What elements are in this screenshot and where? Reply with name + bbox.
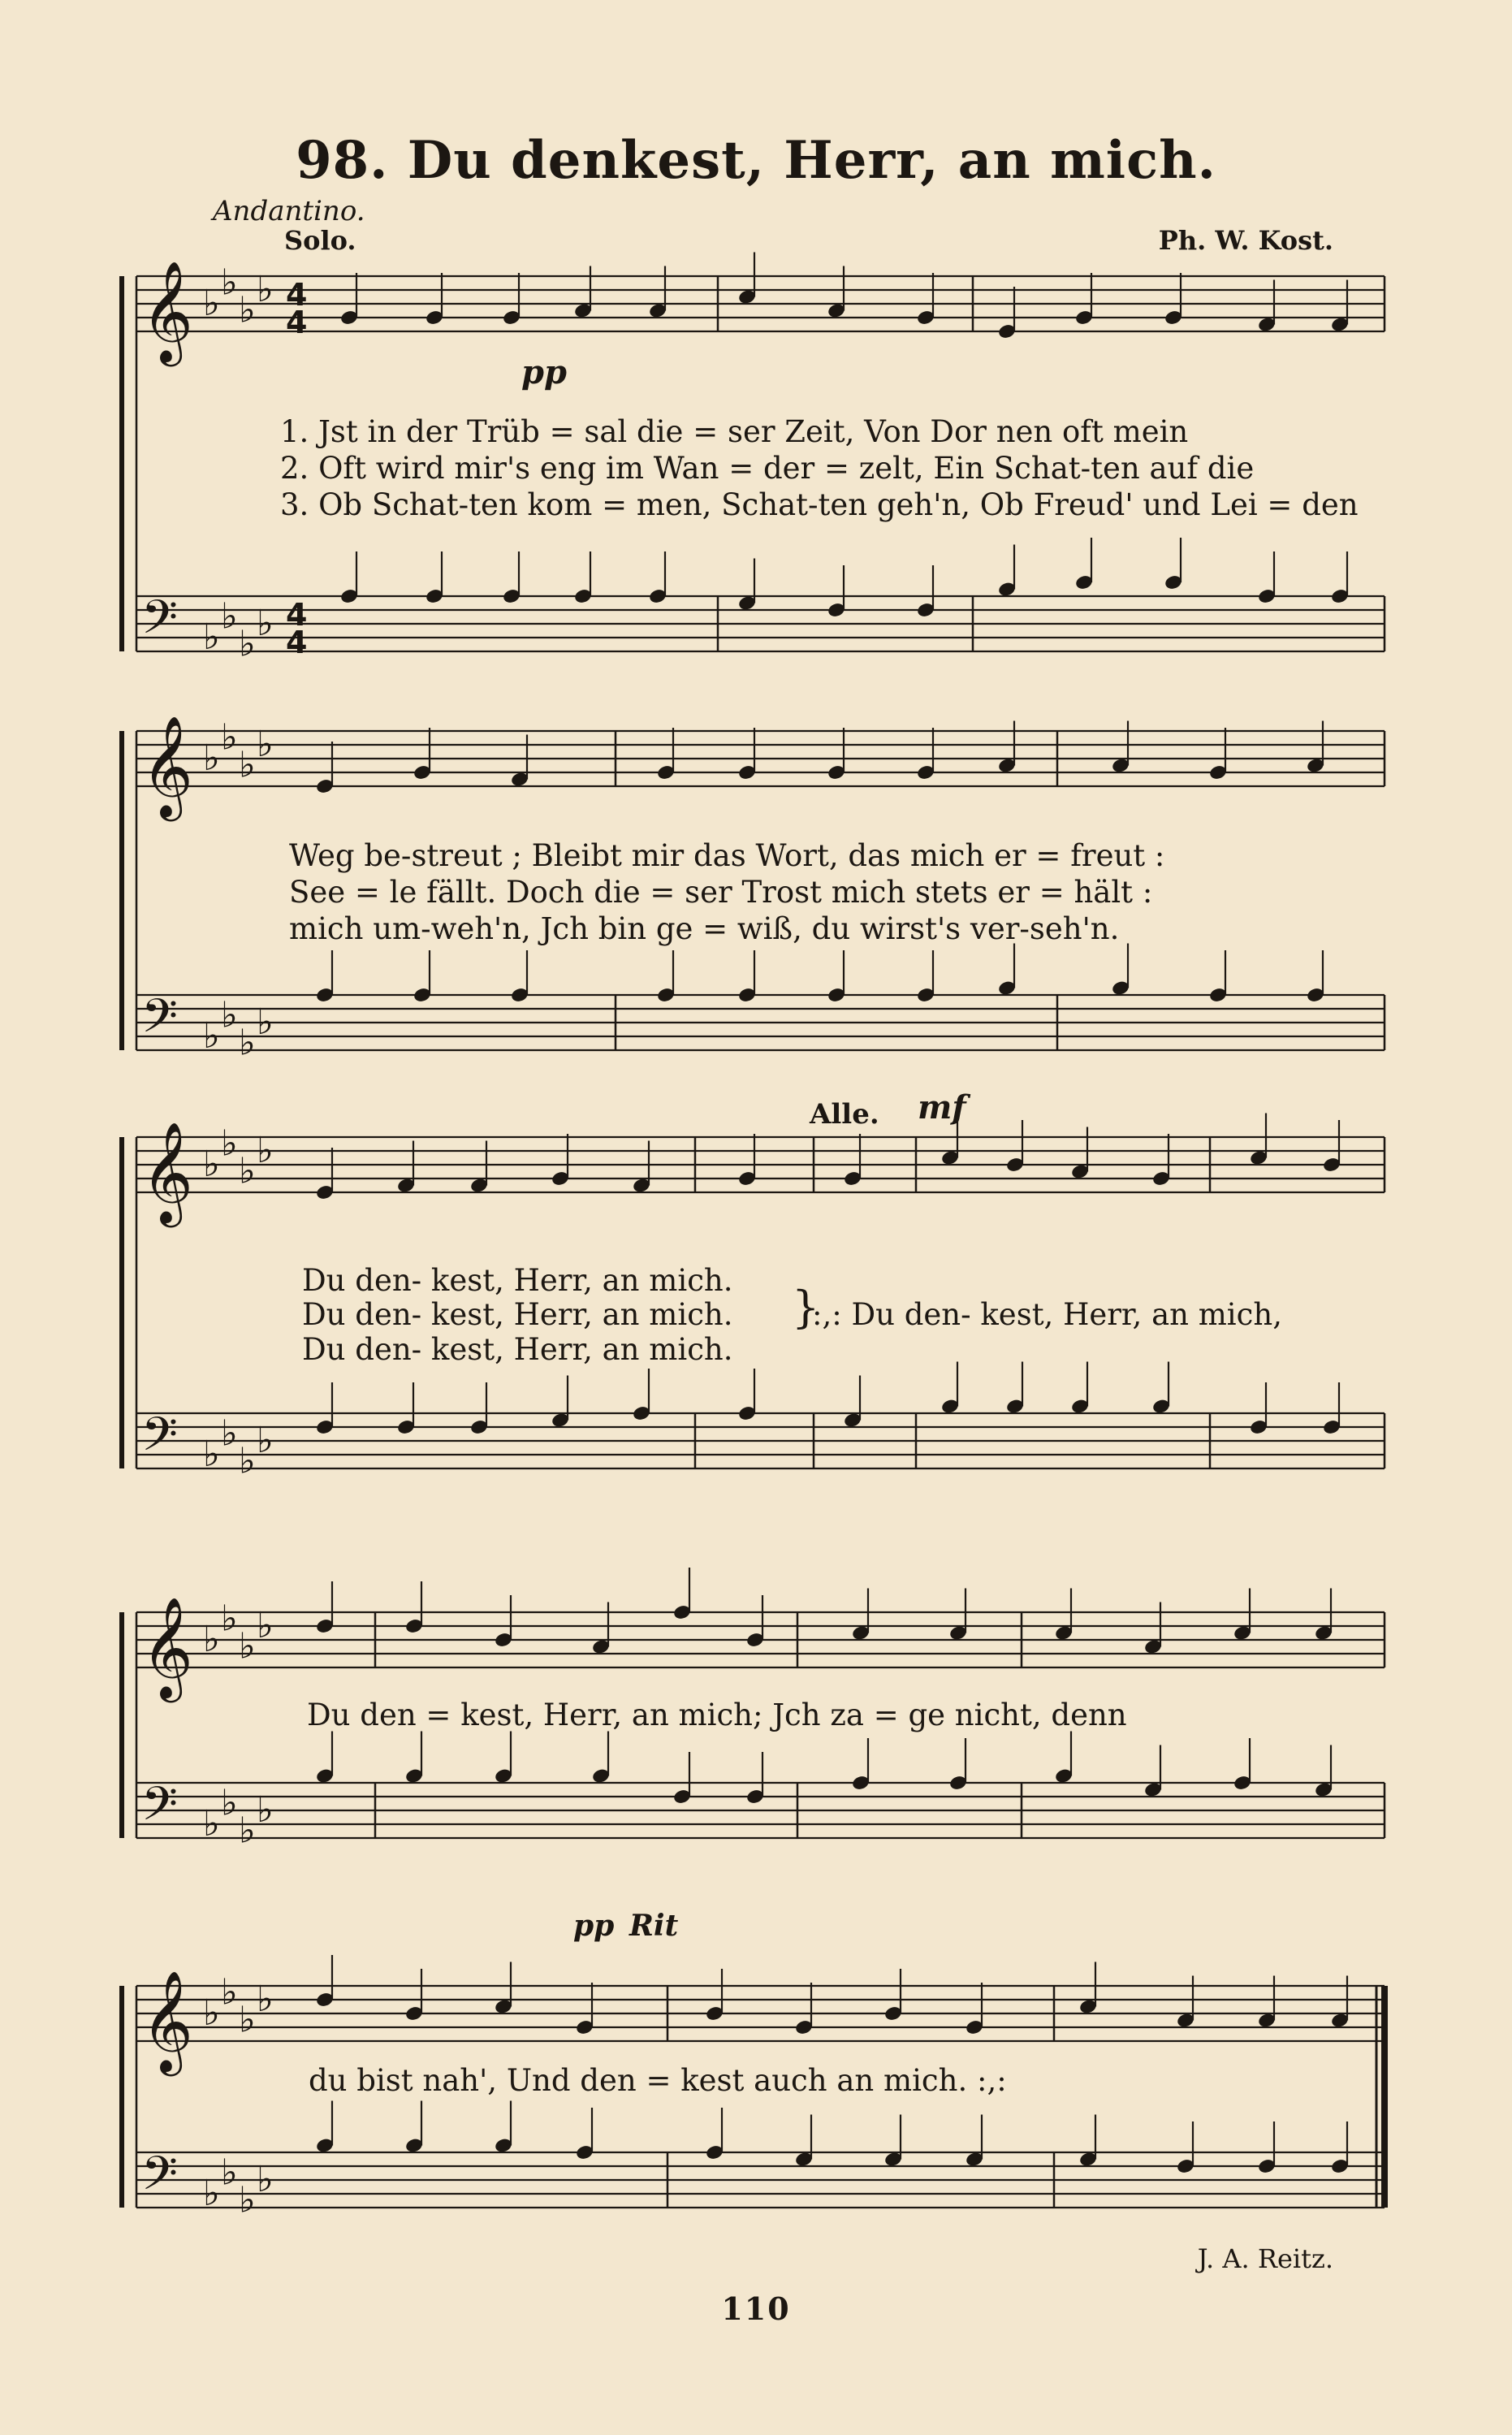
flat-sign-icon: ♭ xyxy=(257,603,274,644)
hymn-title: 98. Du denkest, Herr, an mich. xyxy=(296,130,1216,191)
alle-label: Alle. xyxy=(810,1098,879,1131)
bass-clef-icon: 𝄢 xyxy=(141,590,179,656)
flat-sign-icon: ♭ xyxy=(257,1789,274,1831)
flat-sign-icon: ♭ xyxy=(239,2179,256,2221)
lyric-line-5: du bist nah', Und den = kest auch an mich. :,: xyxy=(309,2063,1007,2098)
lyric-line-1-2: 2. Oft wird mir's eng im Wan = der = zelt, Ein Schat-ten auf die xyxy=(280,451,1255,486)
flat-sign-icon: ♭ xyxy=(221,1971,238,2013)
bass-clef-icon: 𝄢 xyxy=(141,2146,179,2212)
flat-sign-icon: ♭ xyxy=(257,1001,274,1043)
flat-sign-icon: ♭ xyxy=(203,1434,220,1475)
lyric-line-3-1: Du den- kest, Herr, an mich. xyxy=(302,1263,733,1298)
flat-sign-icon: ♭ xyxy=(257,724,274,765)
dynamic-pp-1: pp xyxy=(521,353,567,391)
flat-sign-icon: ♭ xyxy=(239,744,256,786)
flat-sign-icon: ♭ xyxy=(221,1598,238,1640)
flat-sign-icon: ♭ xyxy=(239,289,256,331)
lyric-line-1-1: 1. Jst in der Trüb = sal die = ser Zeit, Von Dor nen oft mein xyxy=(280,414,1189,449)
time-signature-digit: 4 xyxy=(286,305,308,340)
treble-clef-icon: 𝄞 xyxy=(141,1970,193,2072)
lyric-line-3-3: Du den- kest, Herr, an mich. xyxy=(302,1332,733,1367)
lyric-line-3-2: Du den- kest, Herr, an mich. xyxy=(302,1297,733,1332)
treble-clef-icon: 𝄞 xyxy=(141,1597,193,1698)
flat-sign-icon: ♭ xyxy=(257,1605,274,1646)
flat-sign-icon: ♭ xyxy=(203,737,220,779)
page-number: 110 xyxy=(721,2290,791,2327)
flat-sign-icon: ♭ xyxy=(221,1122,238,1165)
composer-credit: Ph. W. Kost. xyxy=(1158,225,1333,256)
flat-sign-icon: ♭ xyxy=(203,1803,220,1845)
flat-sign-icon: ♭ xyxy=(203,283,220,324)
lyric-line-4: Du den = kest, Herr, an mich; Jch za = ge nicht, denn xyxy=(307,1698,1127,1732)
flat-sign-icon: ♭ xyxy=(203,1992,220,2034)
flat-sign-icon: ♭ xyxy=(239,1440,256,1482)
flat-sign-icon: ♭ xyxy=(221,595,238,638)
time-signature-digit: 4 xyxy=(286,277,308,313)
flat-sign-icon: ♭ xyxy=(221,262,238,304)
flat-sign-icon: ♭ xyxy=(239,1999,256,2041)
flat-sign-icon: ♭ xyxy=(257,269,274,310)
solo-label: Solo. xyxy=(284,225,356,256)
lyric-line-2-3: mich um-weh'n, Jch bin ge = wiß, du wirst's ver-seh'n. xyxy=(289,911,1120,946)
flat-sign-icon: ♭ xyxy=(239,1022,256,1064)
flat-sign-icon: ♭ xyxy=(239,623,256,665)
flat-sign-icon: ♭ xyxy=(221,716,238,759)
lyric-line-1-3: 3. Ob Schat-ten kom = men, Schat-ten geh'n, Ob Freud' und Lei = den xyxy=(280,487,1359,522)
arranger-credit: J. A. Reitz. xyxy=(1197,2243,1333,2274)
tempo-marking: Andantino. xyxy=(213,195,365,227)
lyric-line-2-2: See = le fällt. Doch die = ser Trost mich stets er = hält : xyxy=(289,875,1153,910)
refrain-brace: } xyxy=(792,1282,820,1333)
flat-sign-icon: ♭ xyxy=(257,2159,274,2200)
treble-clef-icon: 𝄞 xyxy=(141,261,193,362)
flat-sign-icon: ♭ xyxy=(257,1979,274,2020)
lyric-line-2-1: Weg be-streut ; Bleibt mir das Wort, das mich er = freut : xyxy=(289,838,1165,873)
flat-sign-icon: ♭ xyxy=(257,1420,274,1461)
flat-sign-icon: ♭ xyxy=(203,1619,220,1660)
treble-clef-icon: 𝄞 xyxy=(141,1122,193,1223)
flat-sign-icon: ♭ xyxy=(221,1782,238,1824)
ritardando-mark: Rit xyxy=(629,1909,679,1943)
flat-sign-icon: ♭ xyxy=(257,1130,274,1171)
flat-sign-icon: ♭ xyxy=(203,1144,220,1185)
flat-sign-icon: ♭ xyxy=(221,2152,238,2194)
flat-sign-icon: ♭ xyxy=(239,1150,256,1192)
refrain-lyric: :,: Du den- kest, Herr, an mich, xyxy=(812,1297,1282,1332)
flat-sign-icon: ♭ xyxy=(203,616,220,658)
bass-clef-icon: 𝄢 xyxy=(141,988,179,1055)
bass-clef-icon: 𝄢 xyxy=(141,1407,179,1473)
flat-sign-icon: ♭ xyxy=(203,2173,220,2214)
bass-clef-icon: 𝄢 xyxy=(141,1776,179,1843)
flat-sign-icon: ♭ xyxy=(239,1625,256,1667)
time-signature-digit: 4 xyxy=(286,625,308,660)
time-signature-digit: 4 xyxy=(286,597,308,633)
dynamic-pp-2: pp xyxy=(573,1909,615,1943)
flat-sign-icon: ♭ xyxy=(239,1810,256,1852)
treble-clef-icon: 𝄞 xyxy=(141,716,193,817)
flat-sign-icon: ♭ xyxy=(221,994,238,1036)
flat-sign-icon: ♭ xyxy=(203,1015,220,1057)
flat-sign-icon: ♭ xyxy=(221,1412,238,1455)
dynamic-mf: mf xyxy=(918,1088,966,1127)
